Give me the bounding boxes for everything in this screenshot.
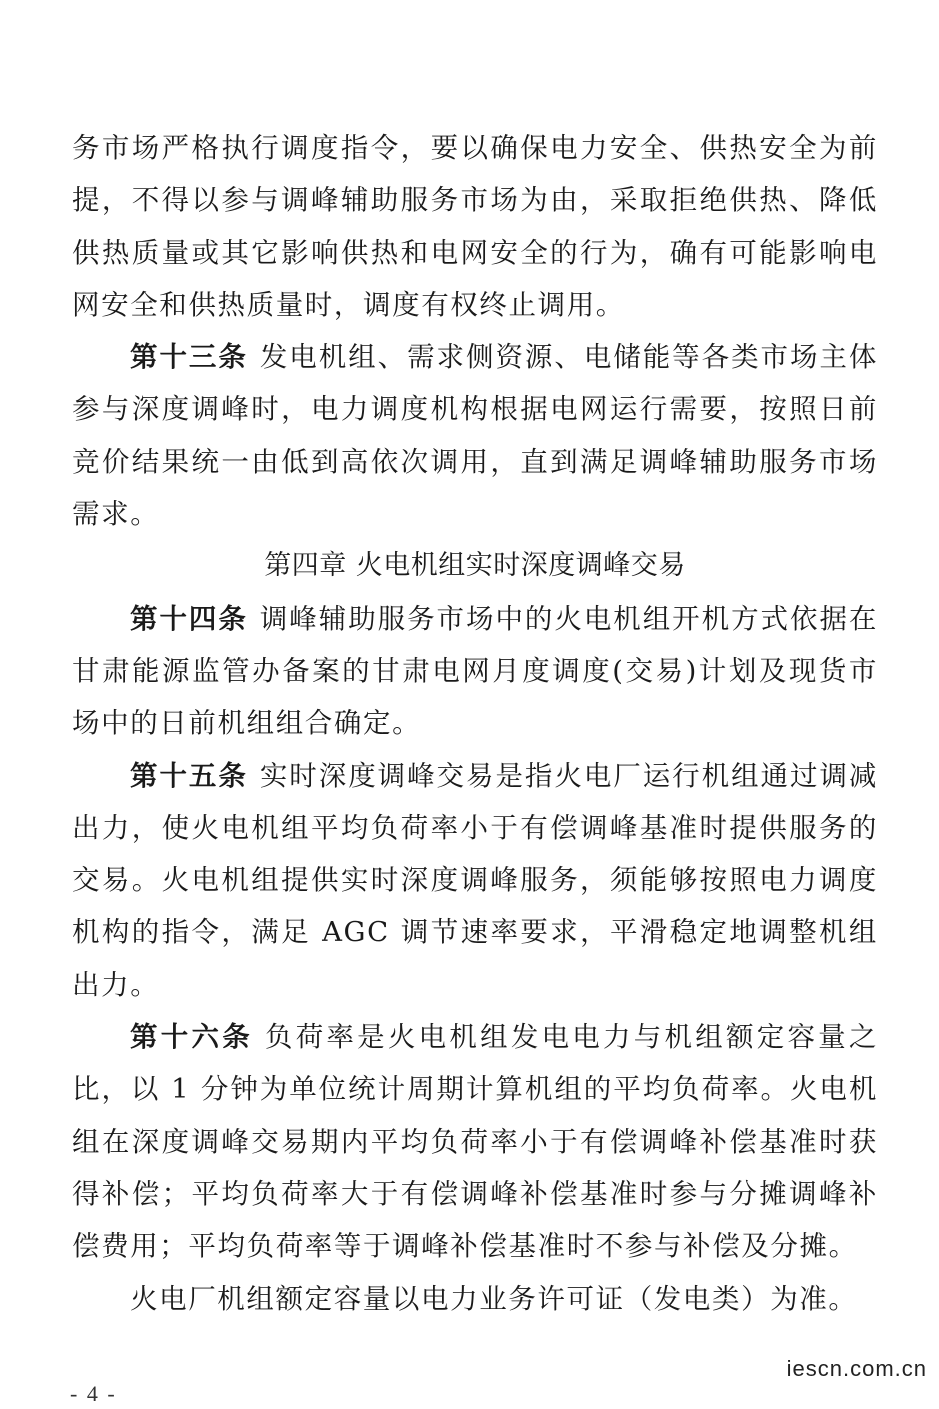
paragraph-continuation: 务市场严格执行调度指令，要以确保电力安全、供热安全为前提，不得以参与调峰辅助服务市场为由，采取拒绝供热、降低供热质量或其它影响供热和电网安全的行为，确有可能影响电网安全和供热质量时，调度有权终止调用。 [72,132,878,321]
article-14-text: 调峰辅助服务市场中的火电机组开机方式依据在甘肃能源监管办备案的甘肃电网月度调度(交易)计划及现货市场中的日前机组组合确定。 [72,602,878,740]
paragraph-rated-capacity: 火电厂机组额定容量以电力业务许可证（发电类）为准。 [130,1282,858,1315]
article-16-text: 负荷率是火电机组发电电力与机组额定容量之比，以 1 分钟为单位统计周期计算机组的平均负荷率。火电机组在深度调峰交易期内平均负荷率小于有偿调峰补偿基准时获得补偿；平均负荷率大于有偿调峰补偿基准时参与分摊调峰补偿费用；平均负荷率等于调峰补偿基准时不参与补偿及分摊。 [72,1021,879,1263]
page-number: - 4 - [70,1381,117,1406]
article-15-text: 实时深度调峰交易是指火电厂运行机组通过调减出力，使火电机组平均负荷率小于有偿调峰基准时提供服务的交易。火电机组提供实时深度调峰服务，须能够按照电力调度机构的指令，满足 AGC 调节速率要求，平滑稳定地调整机组出力。 [72,759,878,1001]
chapter-4-heading: 第四章 火电机组实时深度调峰交易 [264,550,686,582]
document-body [72,122,878,1325]
article-14-label: 第十四条 [130,602,248,635]
article-13-label: 第十三条 [130,341,248,374]
article-13 [72,331,878,540]
article-14 [72,593,878,750]
article-15 [72,750,878,1011]
article-16 [72,1011,878,1272]
article-16-label: 第十六条 [130,1021,253,1054]
article-13-text: 发电机组、需求侧资源、电储能等各类市场主体参与深度调峰时，电力调度机构根据电网运行需要，按照日前竞价结果统一由低到高依次调用，直到满足调峰辅助服务市场需求。 [72,341,878,531]
site-watermark: iescn.com.cn [786,1356,927,1381]
article-15-label: 第十五条 [130,759,248,792]
